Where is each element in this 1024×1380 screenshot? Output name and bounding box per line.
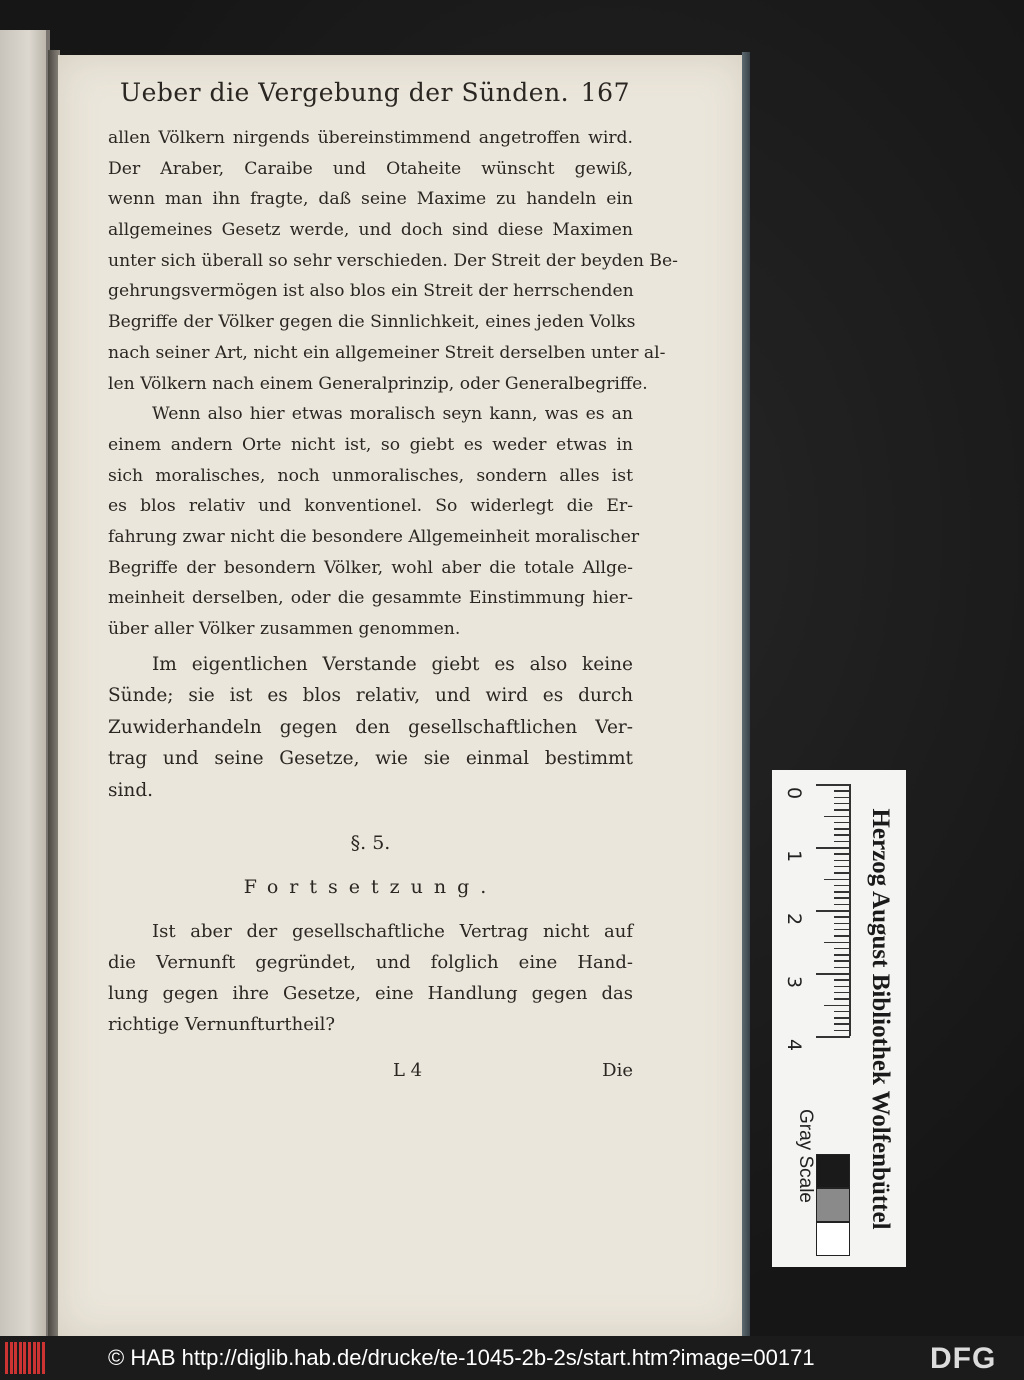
footer-credit-link[interactable]: © HAB http://diglib.hab.de/drucke/te-1045-2b-2s/start.htm?image=00171 xyxy=(108,1345,815,1370)
ruler-tick xyxy=(816,847,850,849)
ruler-tick xyxy=(834,866,850,868)
hab-logo-bar xyxy=(19,1342,22,1374)
text-line: meinheit derselben, oder die gesammte Einstimmung hier- xyxy=(108,588,633,609)
ruler-tick xyxy=(824,1005,850,1007)
text-line: allen Völkern nirgends übereinstimmend angetroffen wird. xyxy=(108,128,633,148)
paragraph-1 xyxy=(108,123,678,399)
left-page-edge xyxy=(0,30,48,1336)
color-scale-card xyxy=(772,770,906,1267)
text-line: Sünde; sie ist es blos relativ, und wird es durch xyxy=(108,685,633,707)
ruler-tick xyxy=(834,904,850,906)
ruler-number: 2 xyxy=(783,912,805,926)
section-mark: §. 5. xyxy=(350,832,391,855)
swatch-gray xyxy=(816,1188,850,1222)
text-line: unter sich überall so sehr verschieden. Der Streit der beyden Be- xyxy=(108,250,678,271)
text-line: die Vernunft gegründet, und folglich eine Hand- xyxy=(108,952,633,974)
ruler-axis xyxy=(849,784,851,1036)
paragraph-3 xyxy=(108,649,633,807)
ruler-tick xyxy=(834,872,850,874)
text-line: richtige Vernunfturtheil? xyxy=(108,1014,336,1036)
ruler-tick xyxy=(816,1036,850,1038)
text-line: Ist aber der gesellschaftliche Vertrag nicht auf xyxy=(152,921,633,943)
hab-logo-icon xyxy=(5,1342,47,1374)
hab-logo-bar xyxy=(23,1342,26,1374)
text-line: nach seiner Art, nicht ein allgemeiner Streit derselben unter al- xyxy=(108,342,666,363)
ruler-number: 1 xyxy=(783,849,805,863)
text-line: trag und seine Gesetze, wie sie einmal bestimmt xyxy=(108,748,633,770)
signature-mark: L 4 xyxy=(393,1060,423,1082)
catchword: Die xyxy=(602,1060,633,1082)
ruler-tick xyxy=(834,891,850,893)
ruler-tick xyxy=(834,828,850,830)
paragraph-4 xyxy=(108,916,633,1040)
page-footer-line xyxy=(108,1056,633,1087)
ruler-tick xyxy=(834,860,850,862)
dfg-logo: DFG xyxy=(930,1342,997,1375)
paragraph-2 xyxy=(108,399,640,645)
ruler-tick xyxy=(834,935,850,937)
page-number: 167 xyxy=(580,78,630,107)
ruler-tick xyxy=(824,816,850,818)
text-line: einem andern Orte nicht ist, so giebt es weder etwas in xyxy=(108,434,633,455)
text-line: Zuwiderhandeln gegen den gesellschaftlichen Ver- xyxy=(108,716,633,738)
ruler-tick xyxy=(834,897,850,899)
hab-logo-bar xyxy=(10,1342,13,1374)
ruler-tick xyxy=(824,879,850,881)
institution-name: Herzog August Bibliothek Wolfenbüttel xyxy=(867,807,894,1230)
centimeter-ruler xyxy=(776,778,832,1108)
ruler-tick xyxy=(834,992,850,994)
text-line: sind. xyxy=(108,779,154,801)
ruler-number: 3 xyxy=(783,975,805,989)
ruler-tick xyxy=(834,885,850,887)
text-line: wenn man ihn fragte, daß seine Maxime zu handeln ein xyxy=(108,189,633,210)
text-line: über aller Völker zusammen genommen. xyxy=(108,619,461,639)
ruler-tick xyxy=(834,834,850,836)
text-line: allgemeines Gesetz werde, und doch sind diese Maximen xyxy=(108,220,633,241)
swatch-black xyxy=(816,1154,850,1188)
swatch-white xyxy=(816,1222,850,1256)
ruler-tick xyxy=(834,841,850,843)
hab-logo-bar xyxy=(33,1342,36,1374)
ruler-tick xyxy=(834,916,850,918)
hab-logo-bar xyxy=(37,1342,40,1374)
ruler-tick xyxy=(816,973,850,975)
ruler-tick xyxy=(834,1023,850,1025)
text-line: gehrungsvermögen ist also blos ein Streit der herrschenden xyxy=(108,281,634,302)
ruler-tick xyxy=(834,967,850,969)
ruler-tick xyxy=(834,1017,850,1019)
ruler-tick xyxy=(834,998,850,1000)
running-head xyxy=(120,78,630,107)
ruler-tick xyxy=(834,822,850,824)
text-line: fahrung zwar nicht die besondere Allgemeinheit moralischer xyxy=(108,526,640,547)
ruler-tick xyxy=(834,960,850,962)
institution-label xyxy=(854,770,906,1267)
text-line: Begriffe der besondern Völker, wohl aber die totale Allge- xyxy=(108,557,633,578)
ruler-number: 0 xyxy=(783,786,805,800)
ruler-tick xyxy=(834,948,850,950)
ruler-tick xyxy=(816,910,850,912)
ruler-tick xyxy=(834,929,850,931)
running-head-title: Ueber die Vergebung der Sünden. xyxy=(120,78,570,107)
ruler-tick xyxy=(824,942,850,944)
text-line: Der Araber, Caraibe und Otaheite wünscht gewiß, xyxy=(108,158,633,179)
ruler-number: 4 xyxy=(783,1038,805,1052)
ruler-tick xyxy=(834,954,850,956)
book-cover-edge xyxy=(742,52,750,1336)
ruler-tick xyxy=(834,986,850,988)
hab-logo-bar xyxy=(14,1342,17,1374)
text-line: lung gegen ihre Gesetze, eine Handlung gegen das xyxy=(108,983,633,1005)
ruler-tick xyxy=(834,853,850,855)
gray-scale-text: Gray Scale xyxy=(795,1109,816,1203)
ruler-tick xyxy=(834,797,850,799)
ruler-tick xyxy=(834,809,850,811)
ruler-tick xyxy=(834,1030,850,1032)
ruler-tick xyxy=(816,784,850,786)
section-title: Fortsetzung. xyxy=(243,876,498,899)
ruler-tick xyxy=(834,790,850,792)
ruler-tick xyxy=(834,803,850,805)
text-line: es blos relativ und konventionel. So widerlegt die Er- xyxy=(108,496,633,517)
hab-logo-bar xyxy=(5,1342,8,1374)
hab-logo-bar xyxy=(28,1342,31,1374)
text-line: len Völkern nach einem Generalprinzip, oder Generalbegriffe. xyxy=(108,373,648,394)
text-line: sich moralisches, noch unmoralisches, sondern alles ist xyxy=(108,465,633,486)
hab-logo-bar xyxy=(42,1342,45,1374)
text-line: Wenn also hier etwas moralisch seyn kann, was es an xyxy=(152,404,633,425)
text-line: Im eigentlichen Verstande giebt es also keine xyxy=(152,653,633,675)
text-line: Begriffe der Völker gegen die Sinnlichkeit, eines jeden Volks xyxy=(108,312,636,333)
ruler-tick xyxy=(834,1011,850,1013)
ruler-tick xyxy=(834,979,850,981)
page-body xyxy=(108,123,678,1087)
ruler-tick xyxy=(834,923,850,925)
